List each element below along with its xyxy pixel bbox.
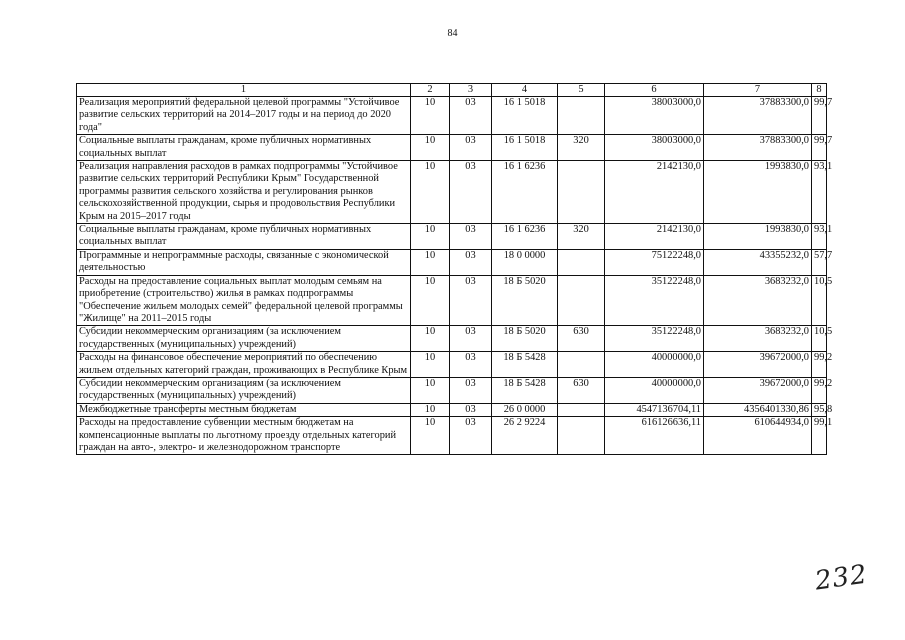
column-header: 7 (704, 84, 812, 97)
row-name-cell: Расходы на предоставление социальных выплат молодым семьям на приобретение (строительство) жилья в рамках подпрограммы "Обеспечение жильем молодых семей" федеральной целевой программы "Жилище" на 2011–2015 годы (77, 275, 411, 326)
table-row (77, 224, 827, 250)
table-row (77, 326, 827, 352)
subsection-code-cell: 03 (450, 403, 492, 416)
subsection-code-cell: 03 (450, 352, 492, 378)
planned-amount-cell: 38003000,0 (605, 135, 704, 161)
section-code-cell: 10 (411, 275, 450, 326)
section-code-cell: 10 (411, 417, 450, 455)
planned-amount-cell: 38003000,0 (605, 97, 704, 135)
planned-amount-cell: 40000000,0 (605, 352, 704, 378)
row-name-cell: Расходы на финансовое обеспечение мероприятий по обеспечению жильем отдельных категорий граждан, проживающих в Республике Крым (77, 352, 411, 378)
planned-amount-cell: 35122248,0 (605, 275, 704, 326)
actual-amount-cell: 1993830,0 (704, 161, 812, 224)
planned-amount-cell: 40000000,0 (605, 377, 704, 403)
planned-amount-cell: 2142130,0 (605, 224, 704, 250)
column-header: 8 (812, 84, 827, 97)
subsection-code-cell: 03 (450, 97, 492, 135)
subsection-code-cell: 03 (450, 326, 492, 352)
expense-type-cell (558, 97, 605, 135)
percent-cell: 99,2 (812, 352, 827, 378)
actual-amount-cell: 3683232,0 (704, 275, 812, 326)
target-article-cell: 18 0 0000 (492, 249, 558, 275)
column-header: 2 (411, 84, 450, 97)
percent-cell: 93,1 (812, 224, 827, 250)
section-code-cell: 10 (411, 403, 450, 416)
expense-type-cell: 630 (558, 326, 605, 352)
expense-type-cell (558, 249, 605, 275)
table-row (77, 403, 827, 416)
section-code-cell: 10 (411, 161, 450, 224)
actual-amount-cell: 1993830,0 (704, 224, 812, 250)
section-code-cell: 10 (411, 224, 450, 250)
target-article-cell: 26 2 9224 (492, 417, 558, 455)
planned-amount-cell: 2142130,0 (605, 161, 704, 224)
actual-amount-cell: 610644934,0 (704, 417, 812, 455)
subsection-code-cell: 03 (450, 224, 492, 250)
row-name-cell: Расходы на предоставление субвенции местным бюджетам на компенсационные выплаты по льготному проезду отдельных категорий граждан на авто-, электро- и железнодорожном транспорте (77, 417, 411, 455)
column-header: 6 (605, 84, 704, 97)
table-row (77, 275, 827, 326)
subsection-code-cell: 03 (450, 249, 492, 275)
expense-type-cell (558, 275, 605, 326)
subsection-code-cell: 03 (450, 275, 492, 326)
section-code-cell: 10 (411, 97, 450, 135)
percent-cell: 95,8 (812, 403, 827, 416)
actual-amount-cell: 39672000,0 (704, 377, 812, 403)
target-article-cell: 16 1 6236 (492, 224, 558, 250)
subsection-code-cell: 03 (450, 135, 492, 161)
expense-type-cell: 320 (558, 224, 605, 250)
expense-type-cell (558, 417, 605, 455)
expense-type-cell: 320 (558, 135, 605, 161)
target-article-cell: 16 1 5018 (492, 135, 558, 161)
row-name-cell: Социальные выплаты гражданам, кроме публичных нормативных социальных выплат (77, 224, 411, 250)
header-row (77, 84, 827, 97)
actual-amount-cell: 43355232,0 (704, 249, 812, 275)
subsection-code-cell: 03 (450, 161, 492, 224)
table-row (77, 377, 827, 403)
expense-type-cell (558, 403, 605, 416)
section-code-cell: 10 (411, 326, 450, 352)
target-article-cell: 18 Б 5020 (492, 275, 558, 326)
subsection-code-cell: 03 (450, 377, 492, 403)
target-article-cell: 18 Б 5428 (492, 352, 558, 378)
budget-table (76, 83, 833, 455)
section-code-cell: 10 (411, 352, 450, 378)
planned-amount-cell: 4547136704,11 (605, 403, 704, 416)
row-name-cell: Межбюджетные трансферты местным бюджетам (77, 403, 411, 416)
column-header: 1 (77, 84, 411, 97)
actual-amount-cell: 3683232,0 (704, 326, 812, 352)
percent-cell: 99,2 (812, 377, 827, 403)
actual-amount-cell: 4356401330,86 (704, 403, 812, 416)
percent-cell: 99,1 (812, 417, 827, 455)
target-article-cell: 18 Б 5428 (492, 377, 558, 403)
actual-amount-cell: 39672000,0 (704, 352, 812, 378)
column-header: 5 (558, 84, 605, 97)
handwritten-page-mark: 232 (813, 559, 870, 597)
percent-cell: 99,7 (812, 97, 827, 135)
page-number: 84 (447, 28, 458, 39)
target-article-cell: 26 0 0000 (492, 403, 558, 416)
percent-cell: 99,7 (812, 135, 827, 161)
planned-amount-cell: 616126636,11 (605, 417, 704, 455)
table-row (77, 352, 827, 378)
row-name-cell: Программные и непрограммные расходы, связанные с экономической деятельностью (77, 249, 411, 275)
expense-type-cell (558, 352, 605, 378)
column-header: 4 (492, 84, 558, 97)
target-article-cell: 18 Б 5020 (492, 326, 558, 352)
planned-amount-cell: 75122248,0 (605, 249, 704, 275)
target-article-cell: 16 1 5018 (492, 97, 558, 135)
percent-cell: 93,1 (812, 161, 827, 224)
row-name-cell: Реализация направления расходов в рамках подпрограммы "Устойчивое развитие сельских территорий Республики Крым" Государственной программы развития сельского хозяйства и регулирования рынков сельскохозяйственной продукции, сырья и продовольствия Республики Крым на 2015–2017 годы (77, 161, 411, 224)
table-row (77, 97, 827, 135)
column-header: 3 (450, 84, 492, 97)
table-row (77, 135, 827, 161)
actual-amount-cell: 37883300,0 (704, 97, 812, 135)
target-article-cell: 16 1 6236 (492, 161, 558, 224)
actual-amount-cell: 37883300,0 (704, 135, 812, 161)
section-code-cell: 10 (411, 377, 450, 403)
table-row (77, 161, 827, 224)
row-name-cell: Социальные выплаты гражданам, кроме публичных нормативных социальных выплат (77, 135, 411, 161)
table-row (77, 417, 827, 455)
row-name-cell: Реализация мероприятий федеральной целевой программы "Устойчивое развитие сельских территорий на 2014–2017 годы и на период до 2020 года" (77, 97, 411, 135)
expense-type-cell: 630 (558, 377, 605, 403)
row-name-cell: Субсидии некоммерческим организациям (за исключением государственных (муниципальных) учреждений) (77, 377, 411, 403)
planned-amount-cell: 35122248,0 (605, 326, 704, 352)
percent-cell: 10,5 (812, 275, 827, 326)
percent-cell: 10,5 (812, 326, 827, 352)
section-code-cell: 10 (411, 249, 450, 275)
expense-type-cell (558, 161, 605, 224)
row-name-cell: Субсидии некоммерческим организациям (за исключением государственных (муниципальных) учреждений) (77, 326, 411, 352)
percent-cell: 57,7 (812, 249, 827, 275)
subsection-code-cell: 03 (450, 417, 492, 455)
section-code-cell: 10 (411, 135, 450, 161)
table-row (77, 249, 827, 275)
